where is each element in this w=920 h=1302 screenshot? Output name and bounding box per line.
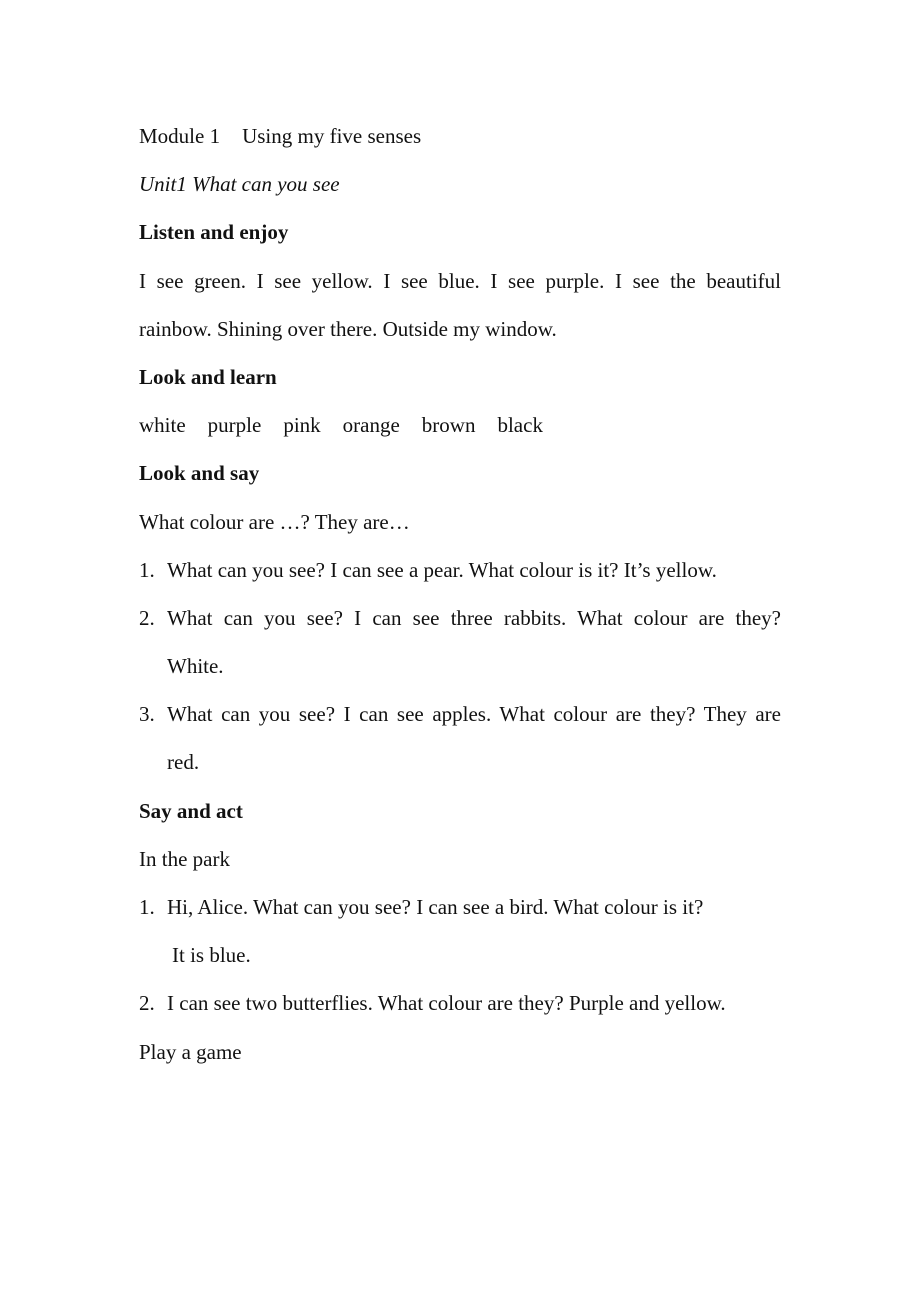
section-heading-look-say: Look and say <box>139 461 260 486</box>
unit-title: Unit1 What can you see <box>139 172 340 197</box>
item-number: 2. <box>139 605 155 630</box>
vocab-word: black <box>497 413 543 438</box>
item-text: Hi, Alice. What can you see? I can see a bird. What colour is it? <box>167 895 704 919</box>
item-number: 1. <box>139 895 155 919</box>
scene-title: In the park <box>139 846 230 871</box>
item-text: I can see two butterflies. What colour are they? Purple and yellow. <box>167 991 726 1016</box>
vocab-word: orange <box>342 413 400 438</box>
sentence-pattern: What colour are …? They are… <box>139 509 410 534</box>
section-heading-look-learn: Look and learn <box>139 364 277 389</box>
listen-text-line-1: I see green. I see yellow. I see blue. I see purple. I see the beautiful <box>139 268 781 293</box>
item-number: 1. <box>139 557 155 582</box>
item-text: What can you see? I can see apples. What colour are they? They are <box>167 702 781 727</box>
item-continuation: red. <box>167 750 200 775</box>
vocabulary-list <box>139 401 781 449</box>
document-page <box>139 112 781 1076</box>
look-say-item-2 <box>139 594 781 642</box>
section-heading-listen: Listen and enjoy <box>139 220 289 245</box>
item-number: 3. <box>139 702 155 727</box>
item-continuation: It is blue. <box>172 943 251 968</box>
item-text: What can you see? I can see a pear. What colour is it? It’s yellow. <box>167 557 717 582</box>
say-act-item-2 <box>139 979 781 1027</box>
look-say-item-1 <box>139 546 781 594</box>
say-act-item-1 <box>139 883 781 931</box>
item-number: 2. <box>139 991 155 1016</box>
item-continuation: White. <box>167 654 224 679</box>
section-heading-say-act: Say and act <box>139 798 243 823</box>
module-number: Module 1 <box>139 124 221 148</box>
module-heading <box>139 112 781 160</box>
listen-text-line-2: rainbow. Shining over there. Outside my window. <box>139 316 557 341</box>
section-heading-play-game: Play a game <box>139 1039 242 1064</box>
vocab-word: white <box>139 413 186 438</box>
look-say-item-3 <box>139 690 781 738</box>
item-text: What can you see? I can see three rabbits. What colour are they? <box>167 605 781 630</box>
vocab-word: brown <box>421 413 476 438</box>
vocab-word: pink <box>283 413 321 438</box>
module-title: Using my five senses <box>242 124 422 148</box>
vocab-word: purple <box>207 413 262 438</box>
